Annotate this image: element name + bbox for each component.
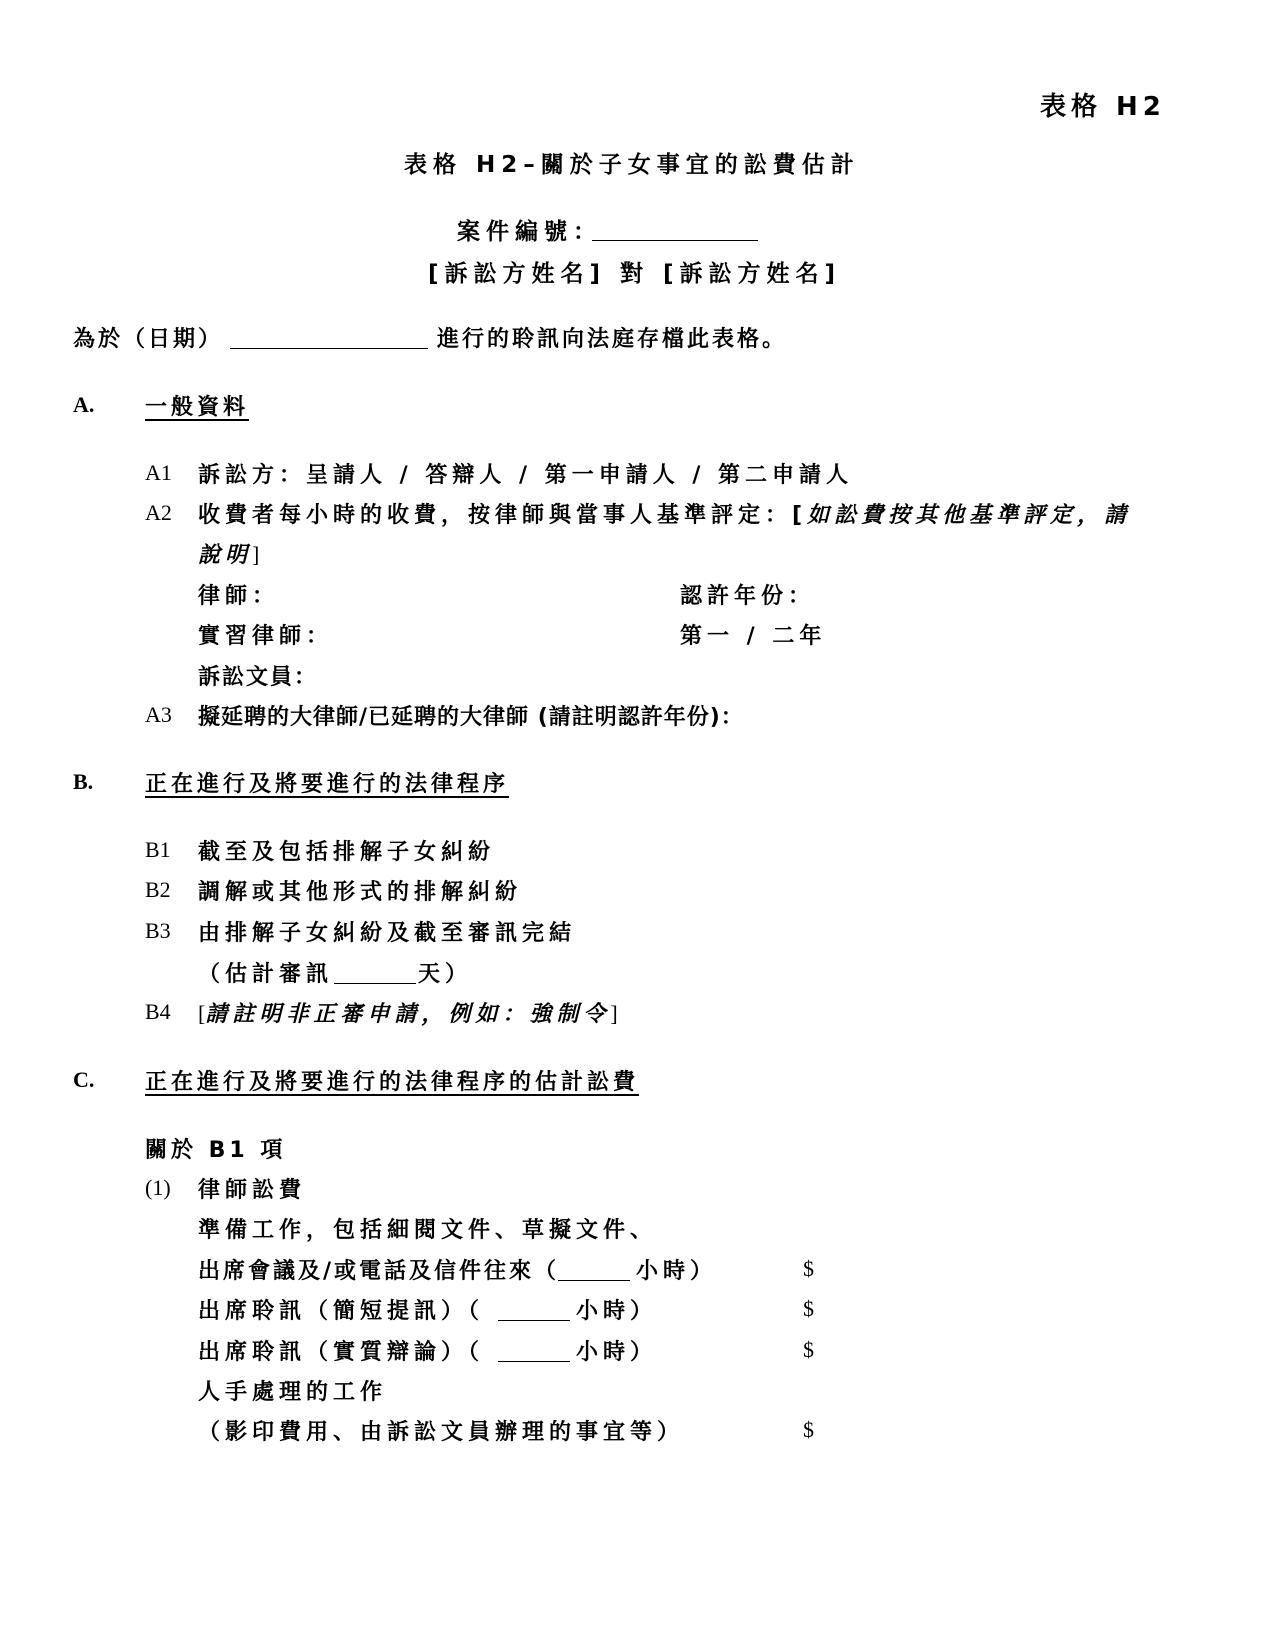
section-a-title: 一般資料: [145, 395, 250, 420]
a3-num: A3: [145, 702, 172, 727]
a1-num: A1: [145, 460, 172, 485]
trial-days-blank[interactable]: [334, 961, 416, 984]
regarding-b1: 關於 B1 項: [145, 1138, 287, 1163]
admission-year-label: 認許年份：: [680, 584, 816, 609]
b4-line: [198, 997, 618, 1028]
b3-num: B3: [145, 918, 171, 943]
hearing-short-prefix: 出席聆訊（簡短提訊）（: [198, 1299, 485, 1324]
case-number-label: 案件編號：: [457, 219, 602, 245]
manual-line1: 人手處理的工作: [198, 1380, 388, 1405]
parties-line: [訴訟方姓名] 對 [訴訟方姓名]: [428, 261, 842, 287]
a2-close: ]: [252, 542, 260, 567]
item1-num: (1): [145, 1175, 171, 1200]
hearing-short-suffix: 小時）: [576, 1299, 658, 1324]
b4-italic: 請註明非正審申請，例如：強制令: [205, 1002, 611, 1027]
b1-num: B1: [145, 837, 171, 862]
prep-amount-currency: $: [803, 1256, 814, 1281]
trainee-label: 實習律師：: [198, 624, 334, 649]
b3-estimate-prefix: （估計審訊: [198, 962, 334, 987]
b3-text: 由排解子女糾紛及截至審訊完結: [198, 921, 577, 946]
hearing-sub-hours-blank[interactable]: [498, 1339, 570, 1362]
prep-hours-blank[interactable]: [558, 1258, 630, 1281]
b2-text: 調解或其他形式的排解糾紛: [198, 880, 523, 905]
form-tag: [1040, 86, 1166, 123]
item1-title: 律師訟費: [198, 1178, 307, 1203]
a1-text: 訴訟方：呈請人 / 答辯人 / 第一申請人 / 第二申請人: [198, 463, 854, 488]
hearing-prefix: 為於（日期）: [73, 327, 224, 352]
hearing-short-currency: $: [803, 1296, 814, 1321]
form-tag-text: 表格 H2: [1040, 92, 1166, 122]
solicitor-label: 律師：: [198, 584, 280, 609]
a2-num: A2: [145, 500, 172, 525]
b4-open: [: [198, 1001, 206, 1026]
b3-estimate-suffix: 天）: [418, 962, 473, 987]
hearing-suffix: 進行的聆訊向法庭存檔此表格。: [437, 327, 788, 352]
section-a-letter: A.: [73, 392, 95, 417]
case-number-blank[interactable]: [592, 218, 758, 241]
section-c-letter: C.: [73, 1067, 95, 1092]
prep-line1: 準備工作，包括細閱文件、草擬文件、: [198, 1218, 658, 1243]
hearing-sub-currency: $: [803, 1337, 814, 1362]
a2-line2: [198, 538, 259, 569]
hearing-short-hours-blank[interactable]: [498, 1298, 570, 1321]
section-c-title: 正在進行及將要進行的法律程序的估計訟費: [145, 1070, 640, 1095]
section-b-title: 正在進行及將要進行的法律程序: [145, 772, 510, 797]
b4-num: B4: [145, 999, 171, 1024]
clerk-label: 訴訟文員：: [198, 665, 319, 690]
prep-line2-prefix: 出席會議及/或電話及信件往來（: [198, 1259, 560, 1284]
b2-num: B2: [145, 877, 171, 902]
hearing-date-blank[interactable]: [230, 326, 428, 349]
a2-italic: 如訟費按其他基準評定，請: [807, 503, 1132, 528]
a3-text: 擬延聘的大律師/已延聘的大律師 (請註明認許年份)：: [198, 705, 744, 730]
hearing-sub-prefix: 出席聆訊（實質辯論）（: [198, 1340, 485, 1365]
a2-text: 收費者每小時的收費，按律師與當事人基準評定：[: [198, 503, 808, 528]
prep-hours-suffix: 小時）: [636, 1259, 718, 1284]
b1-text: 截至及包括排解子女糾紛: [198, 840, 496, 865]
a2-italic2: 說明: [198, 543, 253, 568]
a2-line: [198, 498, 1131, 529]
page-title: 表格 H2–關於子女事宜的訟費估計: [404, 152, 860, 178]
b4-close: ]: [610, 1001, 618, 1026]
section-b-letter: B.: [73, 769, 94, 794]
manual-currency: $: [803, 1417, 814, 1442]
manual-line2: （影印費用、由訴訟文員辦理的事宜等）: [198, 1420, 685, 1445]
trainee-year-label: 第一 / 二年: [680, 624, 827, 649]
hearing-sub-suffix: 小時）: [576, 1340, 658, 1365]
